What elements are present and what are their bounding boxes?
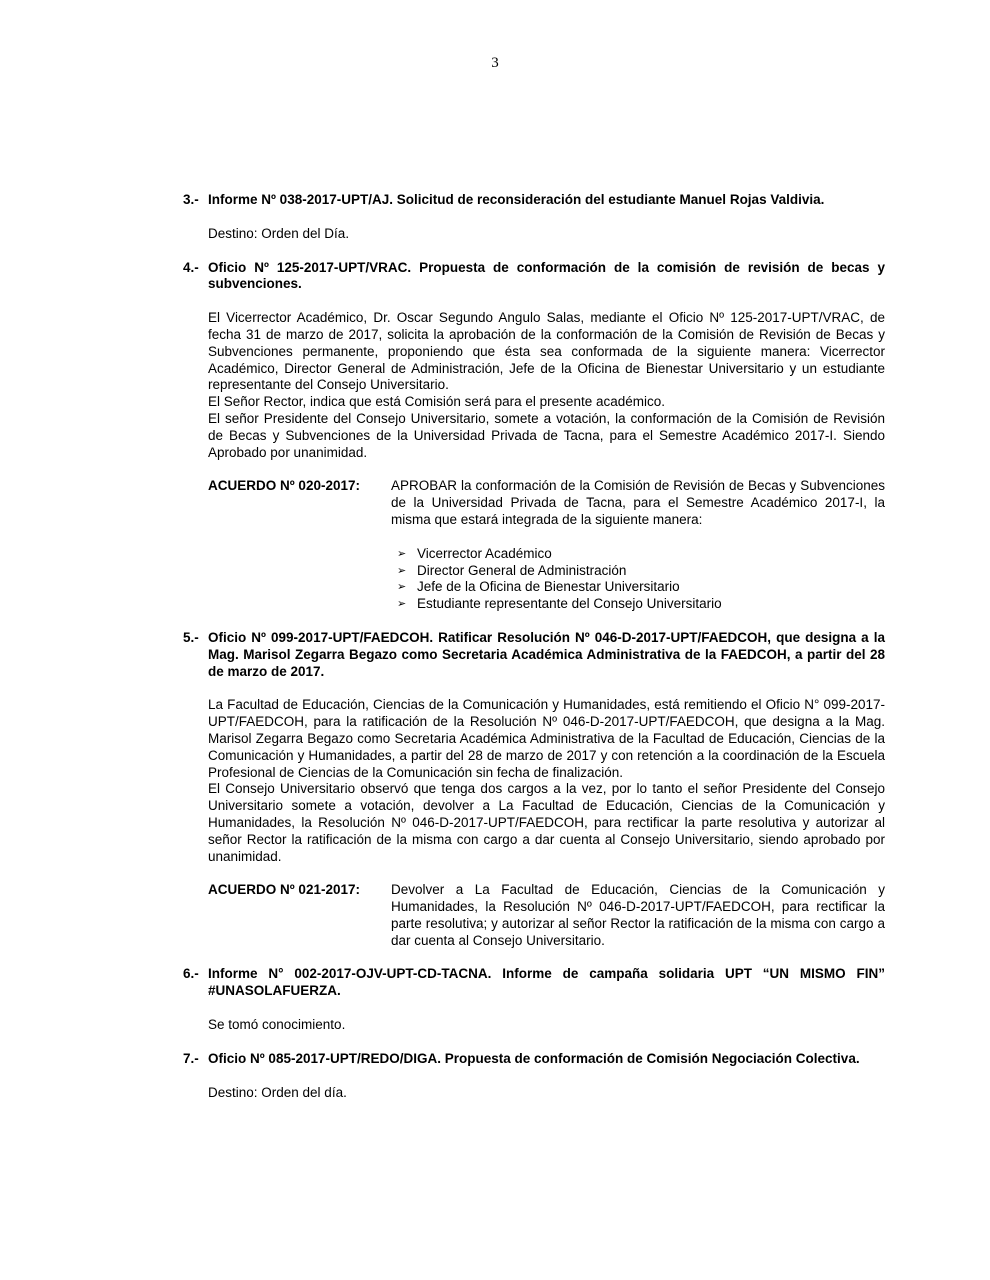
item-title: Informe Nº 038-2017-UPT/AJ. Solicitud de reconsideración del estudiante Manuel Rojas Valdivia.: [208, 192, 825, 207]
list-item-text: Jefe de la Oficina de Bienestar Universitario: [417, 579, 680, 595]
paragraph: El Vicerrector Académico, Dr. Oscar Segundo Angulo Salas, mediante el Oficio Nº 125-2017-UPT/VRAC, de fecha 31 de marzo de 2017, solicita la aprobación de la conformación de la Comisión de Revisión de Becas y Subvenciones permanente, proponiendo que ésta sea conformada de la siguiente manera: Vicerrector Académico, Director General de Administración, Jefe de la Oficina de Bienestar Universitario y un estudiante representante del Consejo Universitario.: [208, 310, 885, 393]
list-item: [397, 596, 885, 613]
item-number: 7.-: [183, 1050, 199, 1066]
acuerdo-label: ACUERDO Nº 020-2017:: [208, 478, 360, 494]
arrow-bullet-icon: ➢: [397, 581, 407, 594]
agenda-item-4-body: [208, 310, 885, 461]
list-item: [397, 546, 885, 563]
agenda-item-3-destino: Destino: Orden del Día.: [208, 225, 350, 241]
item-title: Oficio Nº 099-2017-UPT/FAEDCOH. Ratificar Resolución Nº 046-D-2017-UPT/FAEDCOH, que designa a la Mag. Marisol Zegarra Begazo como Secretaria Académica Administrativa de la FAEDCOH, a partir del 28 de marzo de 2017.: [208, 629, 885, 679]
acuerdo-bullet-list: [391, 546, 885, 613]
arrow-bullet-icon: ➢: [397, 564, 407, 577]
agenda-item-3-heading: [183, 192, 885, 209]
item-number: 4.-: [183, 259, 199, 275]
acuerdo-021-2017: [208, 882, 885, 949]
item-number: 3.-: [183, 192, 199, 207]
list-item-text: Director General de Administración: [417, 562, 627, 578]
acuerdo-body: [391, 478, 885, 613]
item-title: Oficio Nº 125-2017-UPT/VRAC. Propuesta de conformación de la comisión de revisión de becas y subvenciones.: [208, 259, 885, 292]
acuerdo-text: Devolver a La Facultad de Educación, Ciencias de la Comunicación y Humanidades, la Resolución Nº 046-D-2017-UPT/FAEDCOH, para rectificar la parte resolutiva; y autorizar al señor Rector la ratificación de la misma con cargo a dar cuenta al Consejo Universitario.: [391, 882, 885, 948]
item-number: 6.-: [183, 966, 199, 982]
list-item: [397, 563, 885, 580]
agenda-item-5-body: [208, 697, 885, 865]
item-number: 5.-: [183, 629, 199, 645]
agenda-item-5-heading: [183, 630, 885, 680]
agenda-item-4-heading: [183, 260, 885, 294]
item-title: Informe N° 002-2017-OJV-UPT-CD-TACNA. Informe de campaña solidaria UPT “UN MISMO FIN” #UNASOLAFUERZA.: [208, 966, 885, 999]
acuerdo-020-2017: [208, 478, 885, 613]
paragraph: La Facultad de Educación, Ciencias de la Comunicación y Humanidades, está remitiendo el Oficio N° 099-2017-UPT/FAEDCOH, para la ratificación de la Resolución Nº 046-D-2017-UPT/FAEDCOH, que designa a la Mag. Marisol Zegarra Begazo como Secretaria Académica Administrativa de la Facultad de Educación, Ciencias de la Comunicación y Humanidades, a partir del 28 de marzo de 2017 y con retención a la coordinación de la Escuela Profesional de Ciencias de la Comunicación sin fecha de finalización.: [208, 697, 885, 780]
paragraph: El Señor Rector, indica que está Comisión será para el presente académico.: [208, 394, 665, 410]
list-item-text: Estudiante representante del Consejo Universitario: [417, 596, 722, 612]
list-item-text: Vicerrector Académico: [417, 545, 552, 561]
paragraph: El señor Presidente del Consejo Universitario, somete a votación, la conformación de la Comisión de Revisión de Becas y Subvenciones de la Universidad Privada de Tacna, para el Semestre Académico 2017-I. Siendo Aprobado por unanimidad.: [208, 410, 885, 460]
agenda-item-6-heading: [183, 966, 885, 1000]
acuerdo-label: ACUERDO Nº 021-2017:: [208, 882, 360, 898]
document-content: [183, 192, 885, 1118]
acuerdo-text: APROBAR la conformación de la Comisión de Revisión de Becas y Subvenciones de la Universidad Privada de Tacna, para el Semestre Académico 2017-I, la misma que estará integrada de la siguiente manera:: [391, 478, 885, 527]
agenda-item-7-heading: [183, 1051, 885, 1068]
arrow-bullet-icon: ➢: [397, 598, 407, 611]
agenda-item-6-note: Se tomó conocimiento.: [208, 1017, 346, 1033]
acuerdo-body: [391, 882, 885, 949]
paragraph: El Consejo Universitario observó que tenga dos cargos a la vez, por lo tanto el señor Presidente del Consejo Universitario somete a votación, devolver a La Facultad de Educación, Ciencias de la Comunicación y Humanidades, la Resolución Nº 046-D-2017-UPT/FAEDCOH, para rectificar la parte resolutiva y autorizar al señor Rector la ratificación de la misma con cargo a dar cuenta al Consejo Universitario, siendo aprobado por unanimidad.: [208, 781, 885, 864]
item-title: Oficio Nº 085-2017-UPT/REDO/DIGA. Propuesta de conformación de Comisión Negociación Colectiva.: [208, 1050, 860, 1066]
page-number: 3: [491, 55, 499, 71]
list-item: [397, 579, 885, 596]
arrow-bullet-icon: ➢: [397, 547, 407, 560]
agenda-item-7-destino: Destino: Orden del día.: [208, 1084, 347, 1100]
